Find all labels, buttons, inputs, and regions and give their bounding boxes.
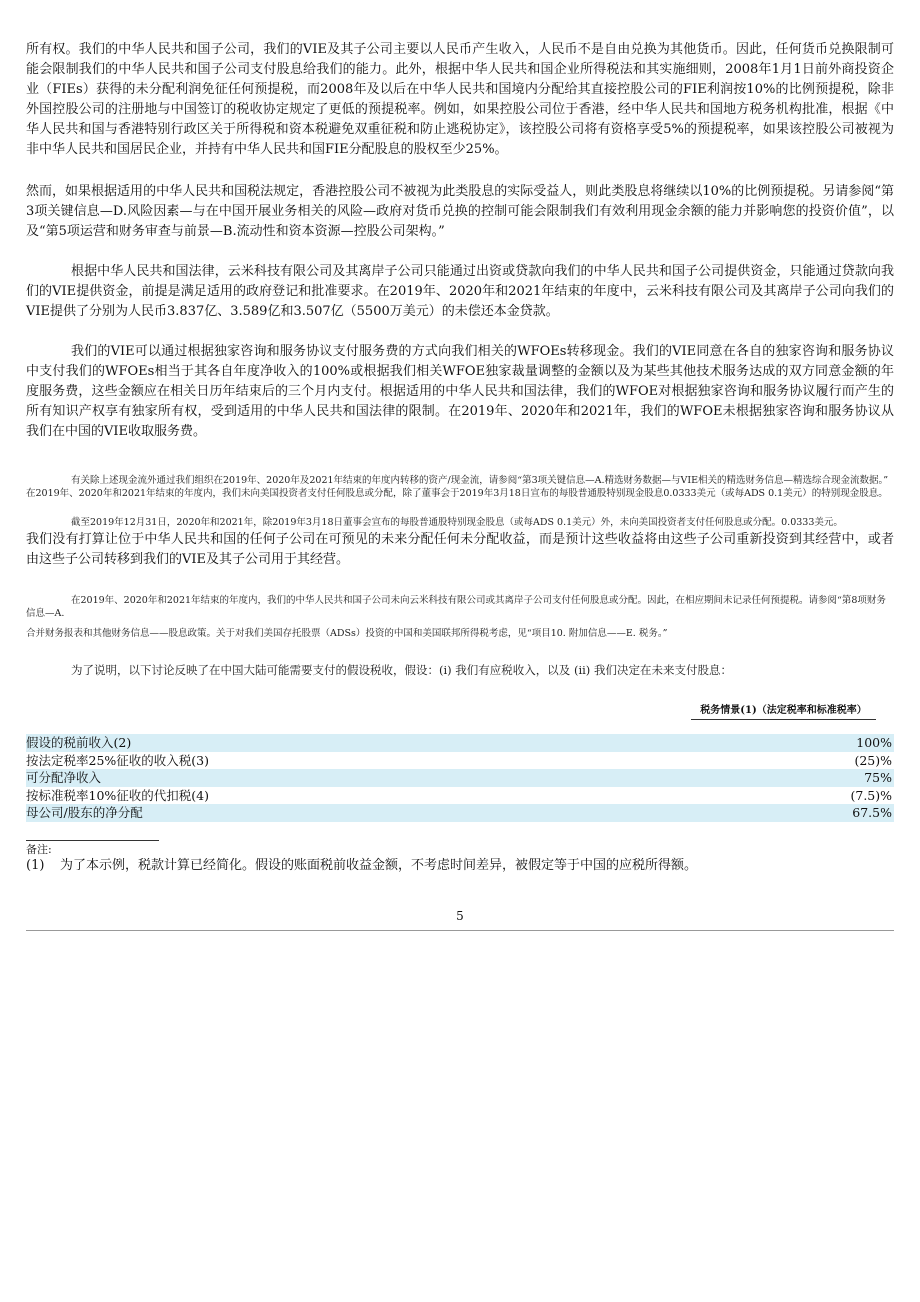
paragraph-hk-beneficiary: 然而，如果根据适用的中华人民共和国税法规定，香港控股公司不被视为此类股息的实际受益人，则此类股息将继续以10%的比例预提税。另请参阅“第3项关键信息—D.风险因素—与在中国开展业务相关的风险—政府对货币兑换的控制可能会限制我们有效利用现金余额的能力并影响您的投资价值”，以及“第5项运营和财务审查与前景—B.流动性和资本资源—控股公司架构。” <box>26 184 894 239</box>
row-value: 67.5% <box>702 804 894 822</box>
row-value: (25)% <box>854 752 892 768</box>
row-value: 100% <box>702 734 894 752</box>
note-dividends-us: 在2019年、2020年和2021年结束的年度内，我们未向美国投资者支付任何股息或分配，除了董事会于2019年3月18日宣布的每股普通股特别现金股息0.0333美元（或每ADS 0.1美元）的特别现金股息。 <box>26 488 888 499</box>
table-row <box>26 769 894 787</box>
document-page <box>26 40 894 931</box>
notes-title: 备注: <box>26 842 52 856</box>
footnote-number: (1) <box>26 857 45 873</box>
paragraph-ownership: 所有权。我们的中华人民共和国子公司，我们的VIE及其子公司主要以人民币产生收入，人民币不是自由兑换为其他货币。因此，任何货币兑换限制可能会限制我们的中华人民共和国子公司支付股息给我们的能力。此外，根据中华人民共和国企业所得税法和其实施细则，2008年1月1日前外商投资企业（FIEs）获得的未分配利润免征任何预提税，而2008年及以后在中华人民共和国境内分配给其直接控股公司的FIE利润按10%的比例预提税，除非外国控股公司的注册地与中国签订的税收协定规定了更低的预提税率。例如，如果控股公司位于香港，经中华人民共和国地方税务机构批准，根据《中华人民共和国与香港特别行政区关于所得税和资本税避免双重征税和防止逃税协定》，该控股公司将有资格享受5%的预提税率，如果该控股公司被视为非中华人民共和国居民企业，并持有中华人民共和国FIE分配股息的股权至少25%。 <box>26 42 894 157</box>
paragraph-service-fees: 我们的VIE可以通过根据独家咨询和服务协议支付服务费的方式向我们相关的WFOEs转移现金。我们的VIE同意在各自的独家咨询和服务协议中支付我们的WFOEs相当于其各自年度净收入的100%或根据我们相关WFOE独家裁量调整的金额以及为某些其他技术服务达成的双方同意金额的年度服务费，这些金额应在相关日历年结束后的三个月内支付。根据适用的中华人民共和国法律，我们的WFOE对根据独家咨询和服务协议履行而产生的所有知识产权享有独家所有权，受到适用的中华人民共和国法律的限制。在2019年、2020年和2021年，我们的WFOE未根据独家咨询和服务协议从我们在中国的VIE收取服务费。 <box>26 344 894 439</box>
table-row <box>26 734 894 752</box>
note-dividend-policy: 合并财务报表和其他财务信息——股息政策。关于对我们美国存托股票（ADSs）投资的中国和美国联邦所得税考虑，见“项目10. 附加信息——E. 税务。” <box>26 628 668 639</box>
row-label: 假设的税前收入(2) <box>26 734 702 752</box>
paragraph-tax-illustration: 为了说明，以下讨论反映了在中国大陆可能需要支付的假设税收，假设：(i) 我们有应税收入，以及 (ii) 我们决定在未来支付股息： <box>71 663 732 677</box>
page-number: 5 <box>456 908 464 923</box>
note-prc-subsidiaries: 在2019年、2020年和2021年结束的年度内，我们的中华人民共和国子公司未向云米科技有限公司或其离岸子公司支付任何股息或分配。因此，在相应期间未记录任何预提税。请参阅“第8项财务信息—A. <box>26 595 886 619</box>
row-value: 75% <box>702 769 894 787</box>
page-bottom-rule <box>26 930 894 931</box>
footnote-1 <box>26 857 894 875</box>
note-cash-flows: 有关除上述现金流外通过我们组织在2019年、2020年及2021年结束的年度内转移的资产/现金流，请参阅“第3项关键信息—A.精选财务数据—与VIE相关的精选财务信息—精选综合现金流数据。” <box>71 475 889 486</box>
row-label: 母公司/股东的净分配 <box>26 804 702 822</box>
row-label: 按法定税率25%征收的收入税(3) <box>26 752 209 768</box>
tax-table-header <box>26 704 894 734</box>
footnote-divider <box>26 840 159 841</box>
table-row <box>26 752 894 770</box>
footnote-text: 为了本示例，税款计算已经简化。假设的账面税前收益金额，不考虑时间差异，被假定等于中国的应税所得额。 <box>60 857 698 873</box>
table-row <box>26 804 894 822</box>
row-value: (7.5)% <box>850 787 892 803</box>
note-dividends-special: 截至2019年12月31日，2020年和2021年，除2019年3月18日董事会宣布的每股普通股特别现金股息（或每ADS 0.1美元）外，未向美国投资者支付任何股息或分配。0.0333美元。 <box>71 517 843 528</box>
table-row <box>26 787 894 805</box>
paragraph-funding: 根据中华人民共和国法律，云米科技有限公司及其离岸子公司只能通过出资或贷款向我们的中华人民共和国子公司提供资金，只能通过贷款向我们的VIE提供资金，前提是满足适用的政府登记和批准要求。在2019年、2020年和2021年结束的年度中，云米科技有限公司及其离岸子公司向我们的VIE提供了分别为人民币3.837亿、3.589亿和3.507亿（5500万美元）的未偿还本金贷款。 <box>26 264 894 319</box>
tax-scenario-table <box>26 734 894 822</box>
paragraph-reinvest: 我们没有打算让位于中华人民共和国的任何子公司在可预见的未来分配任何未分配收益，而是预计这些收益将由这些子公司重新投资到其经营中，或者由这些子公司转移到我们的VIE及其子公司用于其经营。 <box>26 532 894 567</box>
row-label: 可分配净收入 <box>26 769 702 787</box>
row-label: 按标准税率10%征收的代扣税(4) <box>26 787 209 803</box>
tax-scenario-header: 税务情景(1)（法定税率和标准税率） <box>691 704 876 720</box>
